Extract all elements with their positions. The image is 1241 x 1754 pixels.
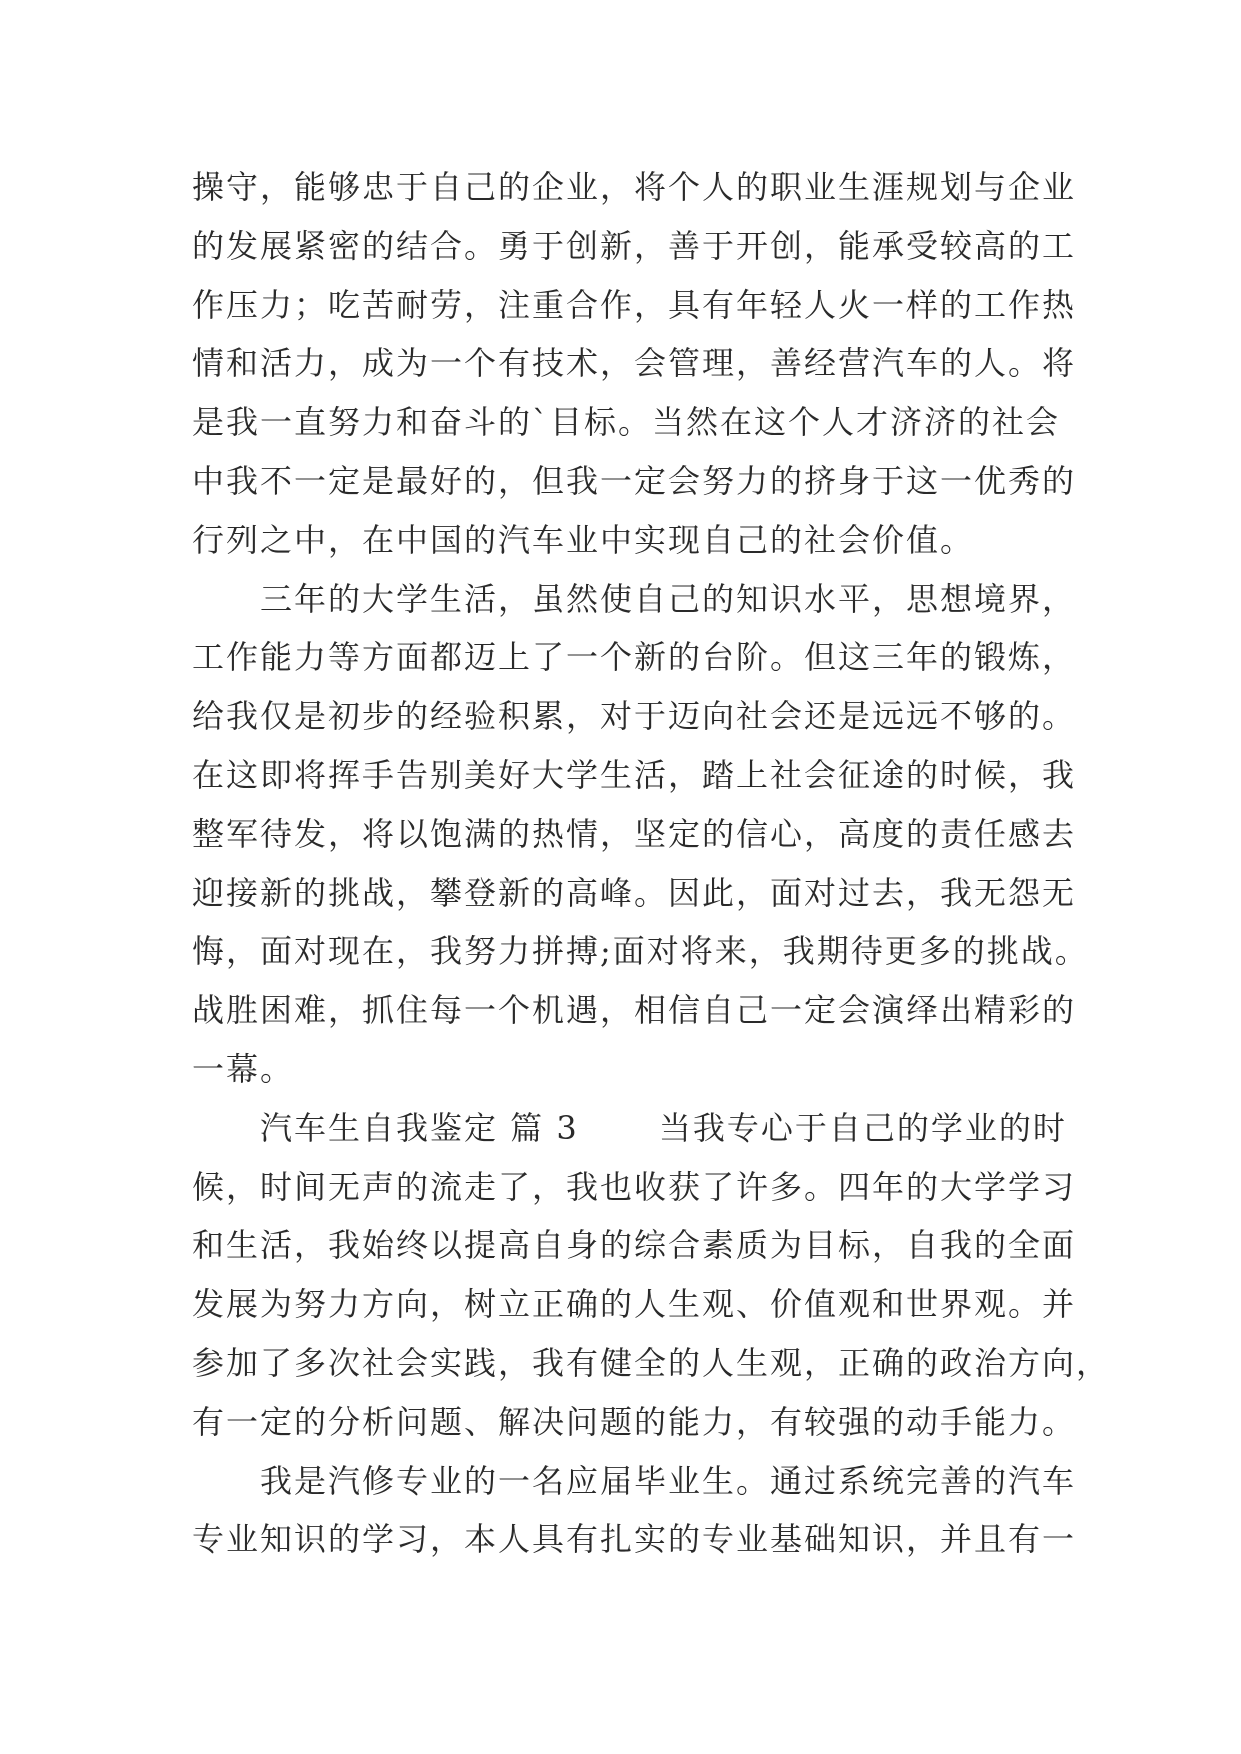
text-line: 情和活力，成为一个有技术，会管理，善经营汽车的人。将: [192, 344, 1077, 383]
text-line: 有一定的分析问题、解决问题的能力，有较强的动手能力。: [192, 1402, 1077, 1441]
document-body: [192, 158, 1111, 1569]
text-line: 操守，能够忠于自己的企业，将个人的职业生涯规划与企业: [192, 168, 1077, 206]
text-line: 发展为努力方向，树立正确的人生观、价值观和世界观。并: [192, 1285, 1077, 1324]
text-line: 中我不一定是最好的，但我一定会努力的挤身于这一优秀的: [192, 461, 1077, 500]
text-line: 工作能力等方面都迈上了一个新的台阶。但这三年的锻炼，: [192, 638, 1077, 677]
text-line: 候，时间无声的流走了，我也收获了许多。四年的大学学习: [192, 1167, 1077, 1206]
text-line: 我是汽修专业的一名应届毕业生。通过系统完善的汽车: [192, 1461, 1077, 1500]
text-line: 三年的大学生活，虽然使自己的知识水平，思想境界，: [192, 579, 1077, 618]
text-line: 整军待发，将以饱满的热情，坚定的信心，高度的责任感去: [192, 814, 1077, 853]
text-line: 给我仅是初步的经验积累，对于迈向社会还是远远不够的。: [192, 697, 1077, 736]
text-line: 一幕。: [192, 1049, 295, 1088]
text-line: 专业知识的学习，本人具有扎实的专业基础知识，并且有一: [192, 1520, 1077, 1559]
text-line: 在这即将挥手告别美好大学生活，踏上社会征途的时候，我: [192, 755, 1077, 794]
text-line: 和生活，我始终以提高自身的综合素质为目标，自我的全面: [192, 1226, 1077, 1265]
text-line: 参加了多次社会实践，我有健全的人生观，正确的政治方向，: [192, 1343, 1111, 1382]
text-line: 是我一直努力和奋斗的`目标。当然在这个人才济济的社会: [192, 403, 1061, 442]
text-line: 悔，面对现在，我努力拼搏;面对将来，我期待更多的挑战。: [192, 932, 1089, 971]
text-line: 行列之中，在中国的汽车业中实现自己的社会价值。: [192, 520, 975, 559]
section-heading-line: 汽车生自我鉴定 篇 3 当我专心于自己的学业的时: [192, 1108, 1067, 1147]
text-line: 迎接新的挑战，攀登新的高峰。因此，面对过去，我无怨无: [192, 873, 1077, 912]
text-line: 的发展紧密的结合。勇于创新，善于开创，能承受较高的工: [192, 226, 1077, 265]
text-line: 作压力；吃苦耐劳，注重合作，具有年轻人火一样的工作热: [192, 285, 1077, 324]
text-line: 战胜困难，抓住每一个机遇，相信自己一定会演绎出精彩的: [192, 991, 1077, 1030]
